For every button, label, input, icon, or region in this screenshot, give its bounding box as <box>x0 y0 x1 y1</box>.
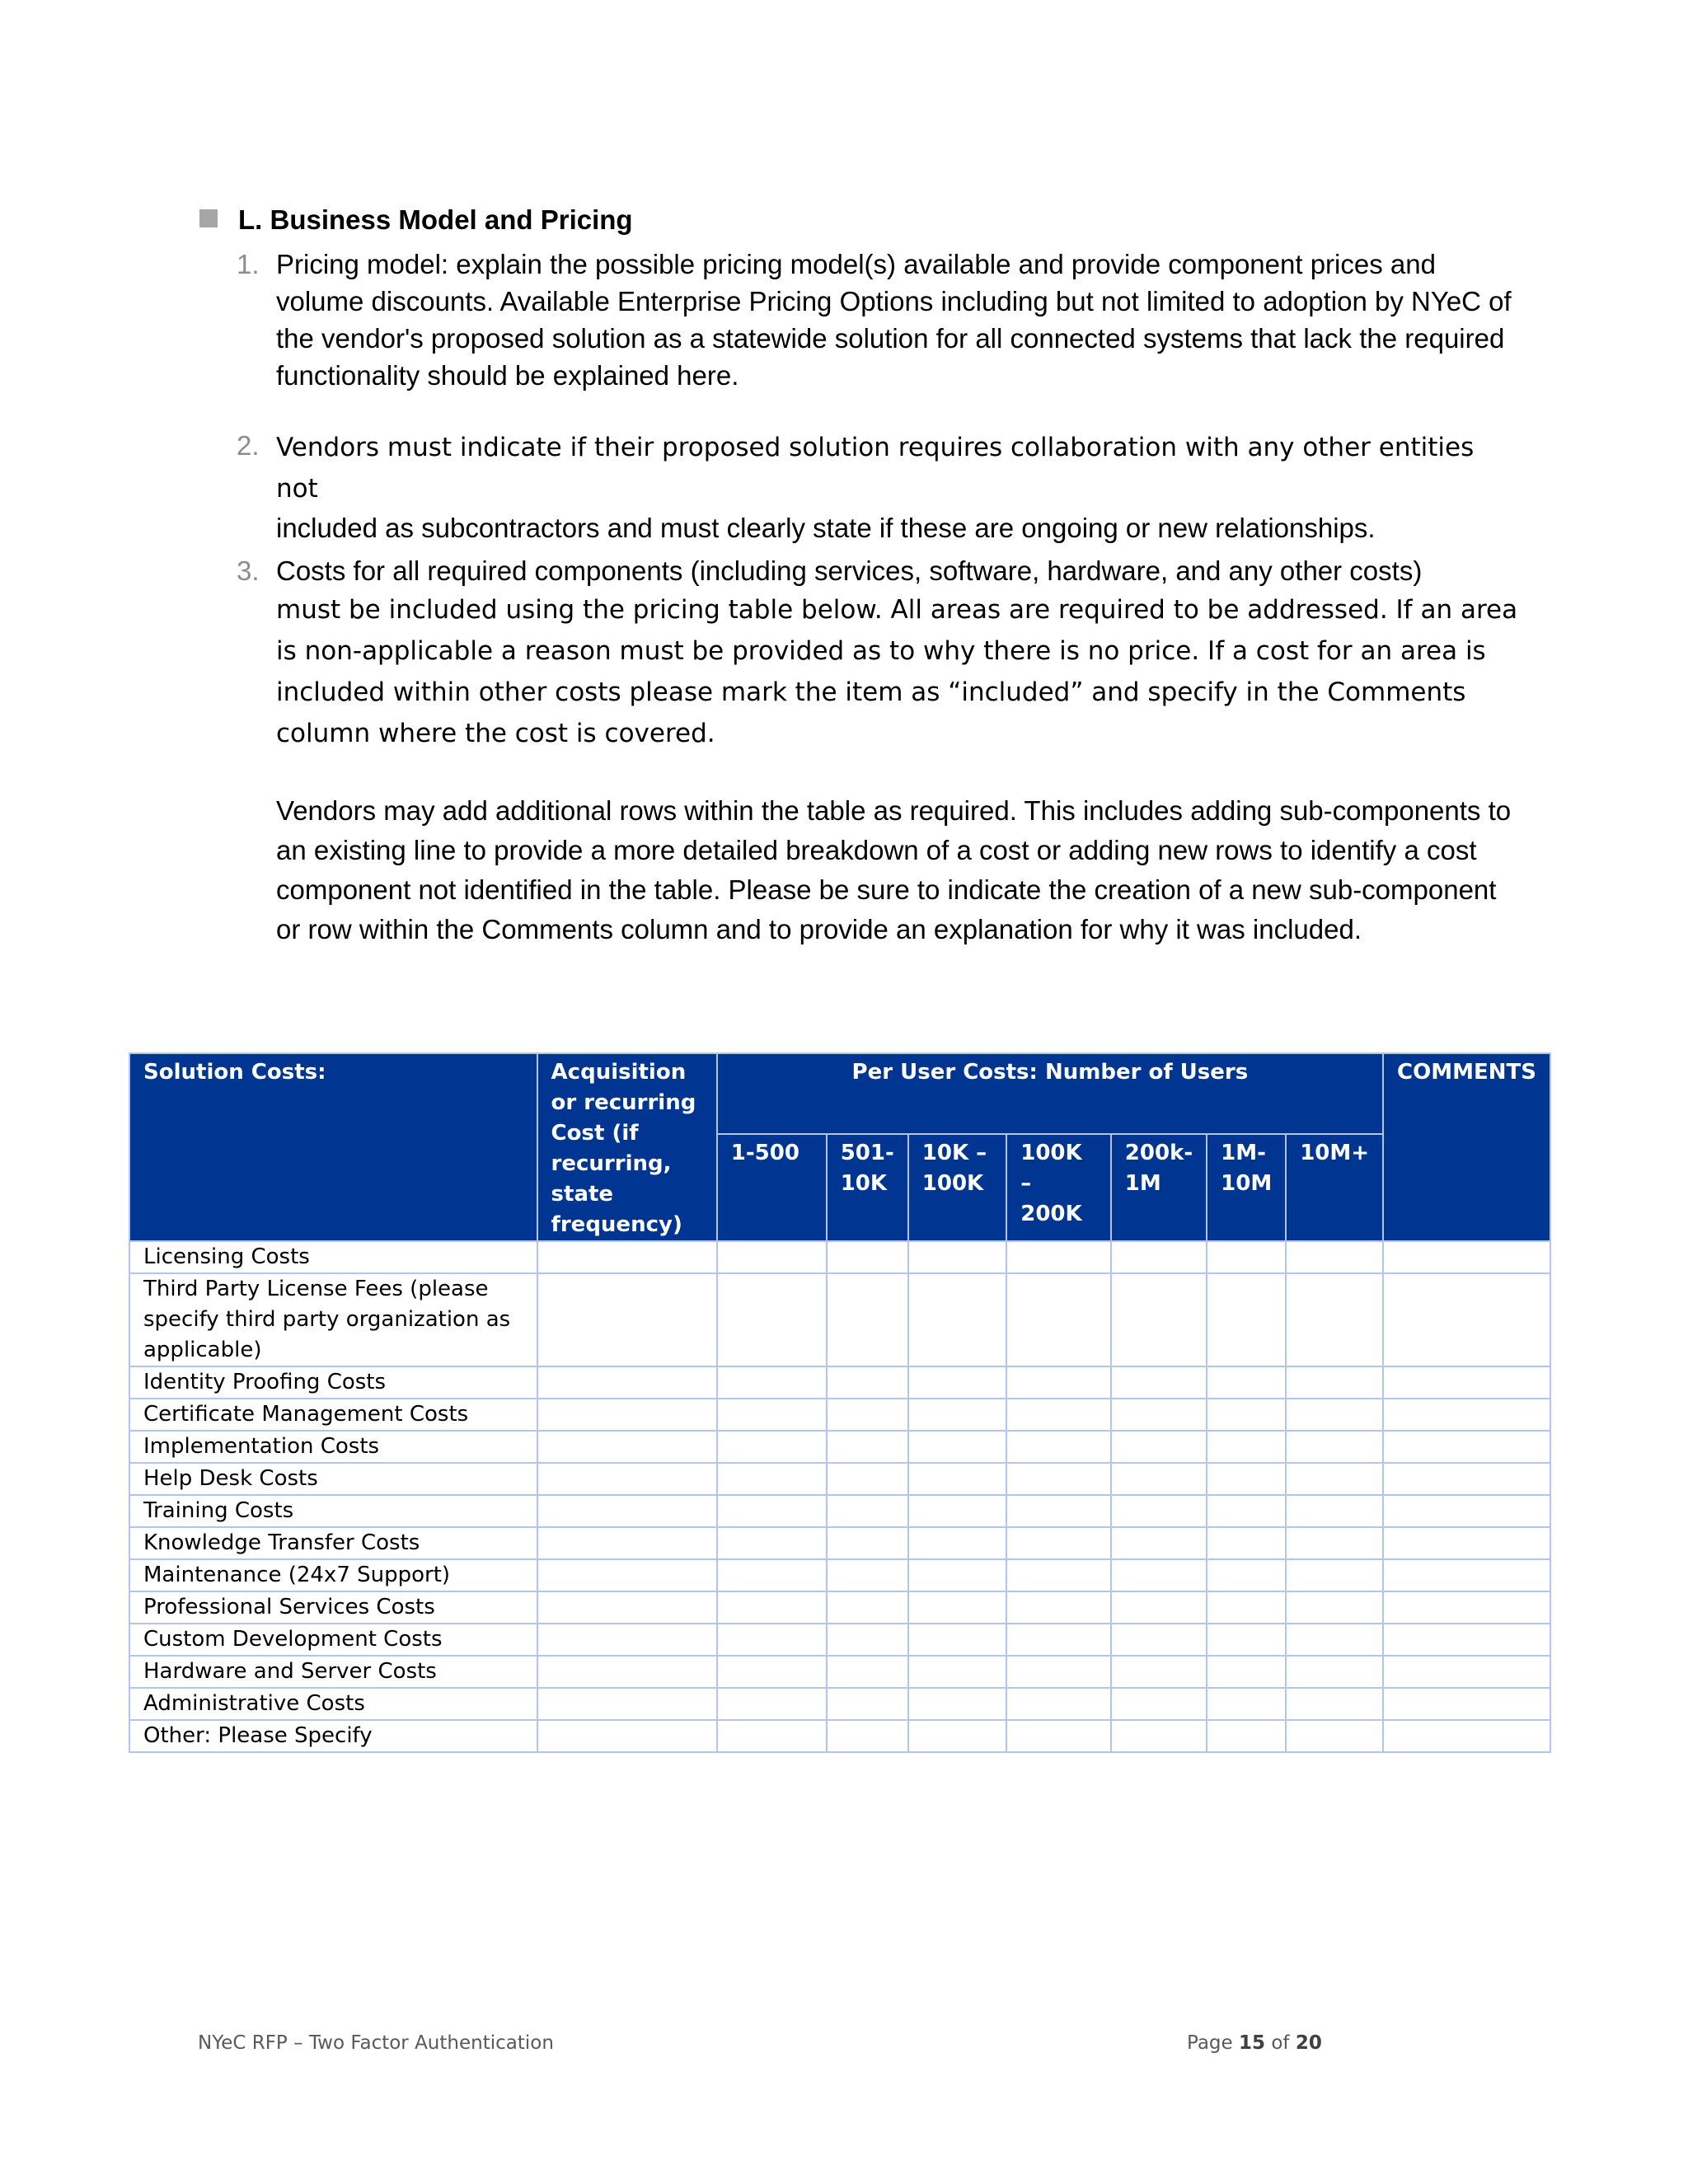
cost-cell[interactable] <box>908 1656 1006 1688</box>
table-row <box>129 1431 1550 1463</box>
cost-cell[interactable] <box>1207 1241 1286 1273</box>
page-current: 15 <box>1239 2032 1266 2054</box>
cost-cell[interactable] <box>1111 1688 1207 1720</box>
header-solution-costs: Solution Costs: <box>129 1053 537 1241</box>
cost-cell[interactable] <box>827 1431 908 1463</box>
row-label: Maintenance (24x7 Support) <box>129 1559 537 1591</box>
table-row <box>129 1399 1550 1431</box>
table-row <box>129 1720 1550 1752</box>
row-label: Administrative Costs <box>129 1688 537 1720</box>
cost-cell[interactable] <box>1006 1366 1111 1399</box>
item-text-part-a: Costs for all required components (including services, software, hardware, and any other costs) <box>276 555 1423 586</box>
table-row <box>129 1624 1550 1656</box>
cost-cell[interactable] <box>1006 1688 1111 1720</box>
cost-cell[interactable] <box>827 1495 908 1527</box>
item-text-part-a: Vendors must indicate if their proposed solution requires collaboration with any other entities not <box>276 433 1475 504</box>
cost-cell[interactable] <box>537 1624 717 1656</box>
cost-cell[interactable] <box>537 1399 717 1431</box>
cost-cell[interactable] <box>1111 1527 1207 1559</box>
table-row <box>129 1463 1550 1495</box>
cost-cell[interactable] <box>1111 1624 1207 1656</box>
cost-cell[interactable] <box>1383 1527 1550 1559</box>
footer-page-number <box>1187 2032 1322 2054</box>
square-bullet-icon <box>199 209 218 227</box>
header-tier-501-10k: 501-10K <box>827 1134 908 1241</box>
cost-cell[interactable] <box>537 1273 717 1366</box>
cost-cell[interactable] <box>717 1688 827 1720</box>
cost-cell[interactable] <box>1006 1399 1111 1431</box>
row-label: Custom Development Costs <box>129 1624 537 1656</box>
row-label: Knowledge Transfer Costs <box>129 1527 537 1559</box>
table-row <box>129 1366 1550 1399</box>
paragraph-text: Vendors may add additional rows within the table as required. This includes adding sub-components to an existing line to provide a more detailed breakdown of a cost or adding new rows to identify a cost component not identified in the table. Please be sure to indicate the creation of a new sub-component or row within the Comments column and to provide an explanation for why it was included. <box>276 795 1512 944</box>
cost-cell[interactable] <box>1383 1399 1550 1431</box>
cost-cell[interactable] <box>1207 1720 1286 1752</box>
row-label: Implementation Costs <box>129 1431 537 1463</box>
cost-cell[interactable] <box>1207 1656 1286 1688</box>
cost-cell[interactable] <box>908 1463 1006 1495</box>
footer-document-title: NYeC RFP – Two Factor Authentication <box>198 2032 554 2054</box>
header-acquisition-cost: Acquisition or recurring Cost (if recurring, state frequency) <box>537 1053 717 1241</box>
cost-cell[interactable] <box>717 1559 827 1591</box>
header-tier-10k-100k: 10K – 100K <box>908 1134 1006 1241</box>
row-label: Professional Services Costs <box>129 1591 537 1624</box>
cost-cell[interactable] <box>827 1688 908 1720</box>
cost-cell[interactable] <box>1111 1720 1207 1752</box>
cost-cell[interactable] <box>717 1399 827 1431</box>
cost-cell[interactable] <box>537 1591 717 1624</box>
cost-cell[interactable] <box>1286 1559 1383 1591</box>
cost-cell[interactable] <box>1207 1591 1286 1624</box>
cost-cell[interactable] <box>717 1366 827 1399</box>
cost-cell[interactable] <box>908 1624 1006 1656</box>
table-row <box>129 1656 1550 1688</box>
cost-cell[interactable] <box>1383 1495 1550 1527</box>
cost-cell[interactable] <box>908 1366 1006 1399</box>
cost-cell[interactable] <box>717 1241 827 1273</box>
header-row <box>129 1053 1550 1134</box>
cost-cell[interactable] <box>1111 1431 1207 1463</box>
cost-cell[interactable] <box>1286 1624 1383 1656</box>
cost-cell[interactable] <box>717 1720 827 1752</box>
cost-cell[interactable] <box>1286 1366 1383 1399</box>
cost-cell[interactable] <box>827 1241 908 1273</box>
cost-cell[interactable] <box>1383 1273 1550 1366</box>
cost-cell[interactable] <box>1383 1431 1550 1463</box>
cost-cell[interactable] <box>1383 1241 1550 1273</box>
cost-cell[interactable] <box>537 1656 717 1688</box>
cost-cell[interactable] <box>1111 1559 1207 1591</box>
cost-cell[interactable] <box>827 1463 908 1495</box>
cost-cell[interactable] <box>537 1495 717 1527</box>
header-tier-10m-plus: 10M+ <box>1286 1134 1383 1241</box>
cost-cell[interactable] <box>1111 1366 1207 1399</box>
cost-cell[interactable] <box>827 1591 908 1624</box>
cost-cell[interactable] <box>537 1559 717 1591</box>
cost-cell[interactable] <box>1006 1527 1111 1559</box>
table-row <box>129 1527 1550 1559</box>
cost-cell[interactable] <box>1111 1399 1207 1431</box>
cost-cell[interactable] <box>1286 1527 1383 1559</box>
cost-cell[interactable] <box>908 1591 1006 1624</box>
cost-cell[interactable] <box>1383 1624 1550 1656</box>
cost-cell[interactable] <box>537 1688 717 1720</box>
cost-cell[interactable] <box>908 1399 1006 1431</box>
cost-cell[interactable] <box>1207 1559 1286 1591</box>
cost-cell[interactable] <box>537 1463 717 1495</box>
cost-cell[interactable] <box>537 1366 717 1399</box>
cost-cell[interactable] <box>537 1527 717 1559</box>
cost-cell[interactable] <box>1286 1720 1383 1752</box>
table-row <box>129 1688 1550 1720</box>
row-label: Other: Please Specify <box>129 1720 537 1752</box>
cost-cell[interactable] <box>1111 1463 1207 1495</box>
cost-cell[interactable] <box>1006 1241 1111 1273</box>
section-title: L. Business Model and Pricing <box>238 204 633 235</box>
page-total: 20 <box>1295 2032 1322 2054</box>
cost-cell[interactable] <box>1111 1656 1207 1688</box>
cost-cell[interactable] <box>908 1241 1006 1273</box>
cost-cell[interactable] <box>908 1720 1006 1752</box>
cost-cell[interactable] <box>1286 1431 1383 1463</box>
cost-cell[interactable] <box>717 1591 827 1624</box>
cost-cell[interactable] <box>717 1463 827 1495</box>
cost-cell[interactable] <box>827 1624 908 1656</box>
cost-cell[interactable] <box>1006 1463 1111 1495</box>
cost-cell[interactable] <box>717 1431 827 1463</box>
cost-cell[interactable] <box>1207 1366 1286 1399</box>
cost-cell[interactable] <box>717 1495 827 1527</box>
row-label: Certificate Management Costs <box>129 1399 537 1431</box>
cost-cell[interactable] <box>1383 1688 1550 1720</box>
cost-cell[interactable] <box>908 1431 1006 1463</box>
cost-cell[interactable] <box>1006 1591 1111 1624</box>
cost-cell[interactable] <box>1383 1559 1550 1591</box>
cost-cell[interactable] <box>908 1495 1006 1527</box>
page-label: Page <box>1187 2032 1233 2054</box>
table-row <box>129 1495 1550 1527</box>
cost-cell[interactable] <box>1006 1559 1111 1591</box>
cost-cell[interactable] <box>717 1656 827 1688</box>
cost-cell[interactable] <box>717 1273 827 1366</box>
cost-cell[interactable] <box>1286 1495 1383 1527</box>
table-row <box>129 1241 1550 1273</box>
cost-cell[interactable] <box>537 1720 717 1752</box>
table-row <box>129 1273 1550 1366</box>
cost-cell[interactable] <box>1006 1720 1111 1752</box>
page-of: of <box>1271 2032 1290 2054</box>
header-tier-1-500: 1-500 <box>717 1134 827 1241</box>
row-label: Hardware and Server Costs <box>129 1656 537 1688</box>
item-text: Pricing model: explain the possible pricing model(s) available and provide component prices and volume discounts. Available Enterprise Pricing Options including but not limited to adoption by NYeC of the vendor's proposed solution as a statewide solution for all connected systems that lack the required functionality should be explained here. <box>276 249 1512 391</box>
header-tier-200k-1m: 200k-1M <box>1111 1134 1207 1241</box>
table-row <box>129 1591 1550 1624</box>
header-tier-1m-10m: 1M-10M <box>1207 1134 1286 1241</box>
table-row <box>129 1559 1550 1591</box>
cost-cell[interactable] <box>1286 1656 1383 1688</box>
cost-cell[interactable] <box>1286 1399 1383 1431</box>
header-comments: COMMENTS <box>1383 1053 1550 1241</box>
cost-cell[interactable] <box>1207 1624 1286 1656</box>
cost-cell[interactable] <box>1383 1591 1550 1624</box>
cost-cell[interactable] <box>1207 1527 1286 1559</box>
cost-cell[interactable] <box>1286 1591 1383 1624</box>
header-tier-100k-200k: 100K – 200K <box>1006 1134 1111 1241</box>
cost-cell[interactable] <box>1111 1591 1207 1624</box>
item-text-part-b: included as subcontractors and must clearly state if these are ongoing or new relationships. <box>276 513 1376 543</box>
cost-cell[interactable] <box>1383 1720 1550 1752</box>
cost-cell[interactable] <box>908 1527 1006 1559</box>
cost-cell[interactable] <box>1207 1273 1286 1366</box>
cost-cell[interactable] <box>717 1624 827 1656</box>
cost-cell[interactable] <box>827 1273 908 1366</box>
cost-cell[interactable] <box>1111 1495 1207 1527</box>
cost-cell[interactable] <box>1286 1273 1383 1366</box>
cost-cell[interactable] <box>1207 1495 1286 1527</box>
cost-cell[interactable] <box>1111 1241 1207 1273</box>
cost-cell[interactable] <box>537 1431 717 1463</box>
pricing-table <box>129 1052 1551 1753</box>
cost-cell[interactable] <box>1286 1463 1383 1495</box>
cost-cell[interactable] <box>1006 1273 1111 1366</box>
cost-cell[interactable] <box>1207 1431 1286 1463</box>
header-per-user-costs: Per User Costs: Number of Users <box>717 1053 1383 1134</box>
row-label: Training Costs <box>129 1495 537 1527</box>
cost-cell[interactable] <box>827 1559 908 1591</box>
row-label: Licensing Costs <box>129 1241 537 1273</box>
cost-cell[interactable] <box>1383 1463 1550 1495</box>
cost-cell[interactable] <box>1006 1624 1111 1656</box>
cost-cell[interactable] <box>717 1527 827 1559</box>
cost-cell[interactable] <box>537 1241 717 1273</box>
cost-cell[interactable] <box>1286 1688 1383 1720</box>
cost-cell[interactable] <box>1111 1273 1207 1366</box>
item-number: 2. <box>237 430 260 461</box>
row-label: Identity Proofing Costs <box>129 1366 537 1399</box>
cost-cell[interactable] <box>1006 1431 1111 1463</box>
additional-rows-paragraph <box>276 791 1512 949</box>
cost-cell[interactable] <box>1207 1688 1286 1720</box>
row-label: Help Desk Costs <box>129 1463 537 1495</box>
cost-cell[interactable] <box>827 1656 908 1688</box>
cost-cell[interactable] <box>827 1399 908 1431</box>
cost-cell[interactable] <box>1286 1241 1383 1273</box>
cost-cell[interactable] <box>827 1720 908 1752</box>
cost-cell[interactable] <box>1006 1656 1111 1688</box>
cost-cell[interactable] <box>1207 1463 1286 1495</box>
cost-cell[interactable] <box>1383 1366 1550 1399</box>
section-heading <box>199 204 633 236</box>
cost-cell[interactable] <box>1207 1399 1286 1431</box>
cost-cell[interactable] <box>908 1688 1006 1720</box>
cost-cell[interactable] <box>908 1559 1006 1591</box>
cost-cell[interactable] <box>1383 1656 1550 1688</box>
cost-rows <box>129 1241 1550 1752</box>
cost-cell[interactable] <box>1006 1495 1111 1527</box>
cost-cell[interactable] <box>827 1527 908 1559</box>
item-number: 3. <box>237 555 260 586</box>
cost-cell[interactable] <box>827 1366 908 1399</box>
row-label: Third Party License Fees (please specify third party organization as applicable) <box>129 1273 537 1366</box>
item-text-part-b: must be included using the pricing table below. All areas are required to be addressed. If an area is non-applicable a reason must be provided as to why there is no price. If a cost for an area is included within other costs please mark the item as “included” and specify in the Comments column where the cost is covered. <box>276 595 1518 748</box>
item-number: 1. <box>237 249 260 279</box>
cost-cell[interactable] <box>908 1273 1006 1366</box>
